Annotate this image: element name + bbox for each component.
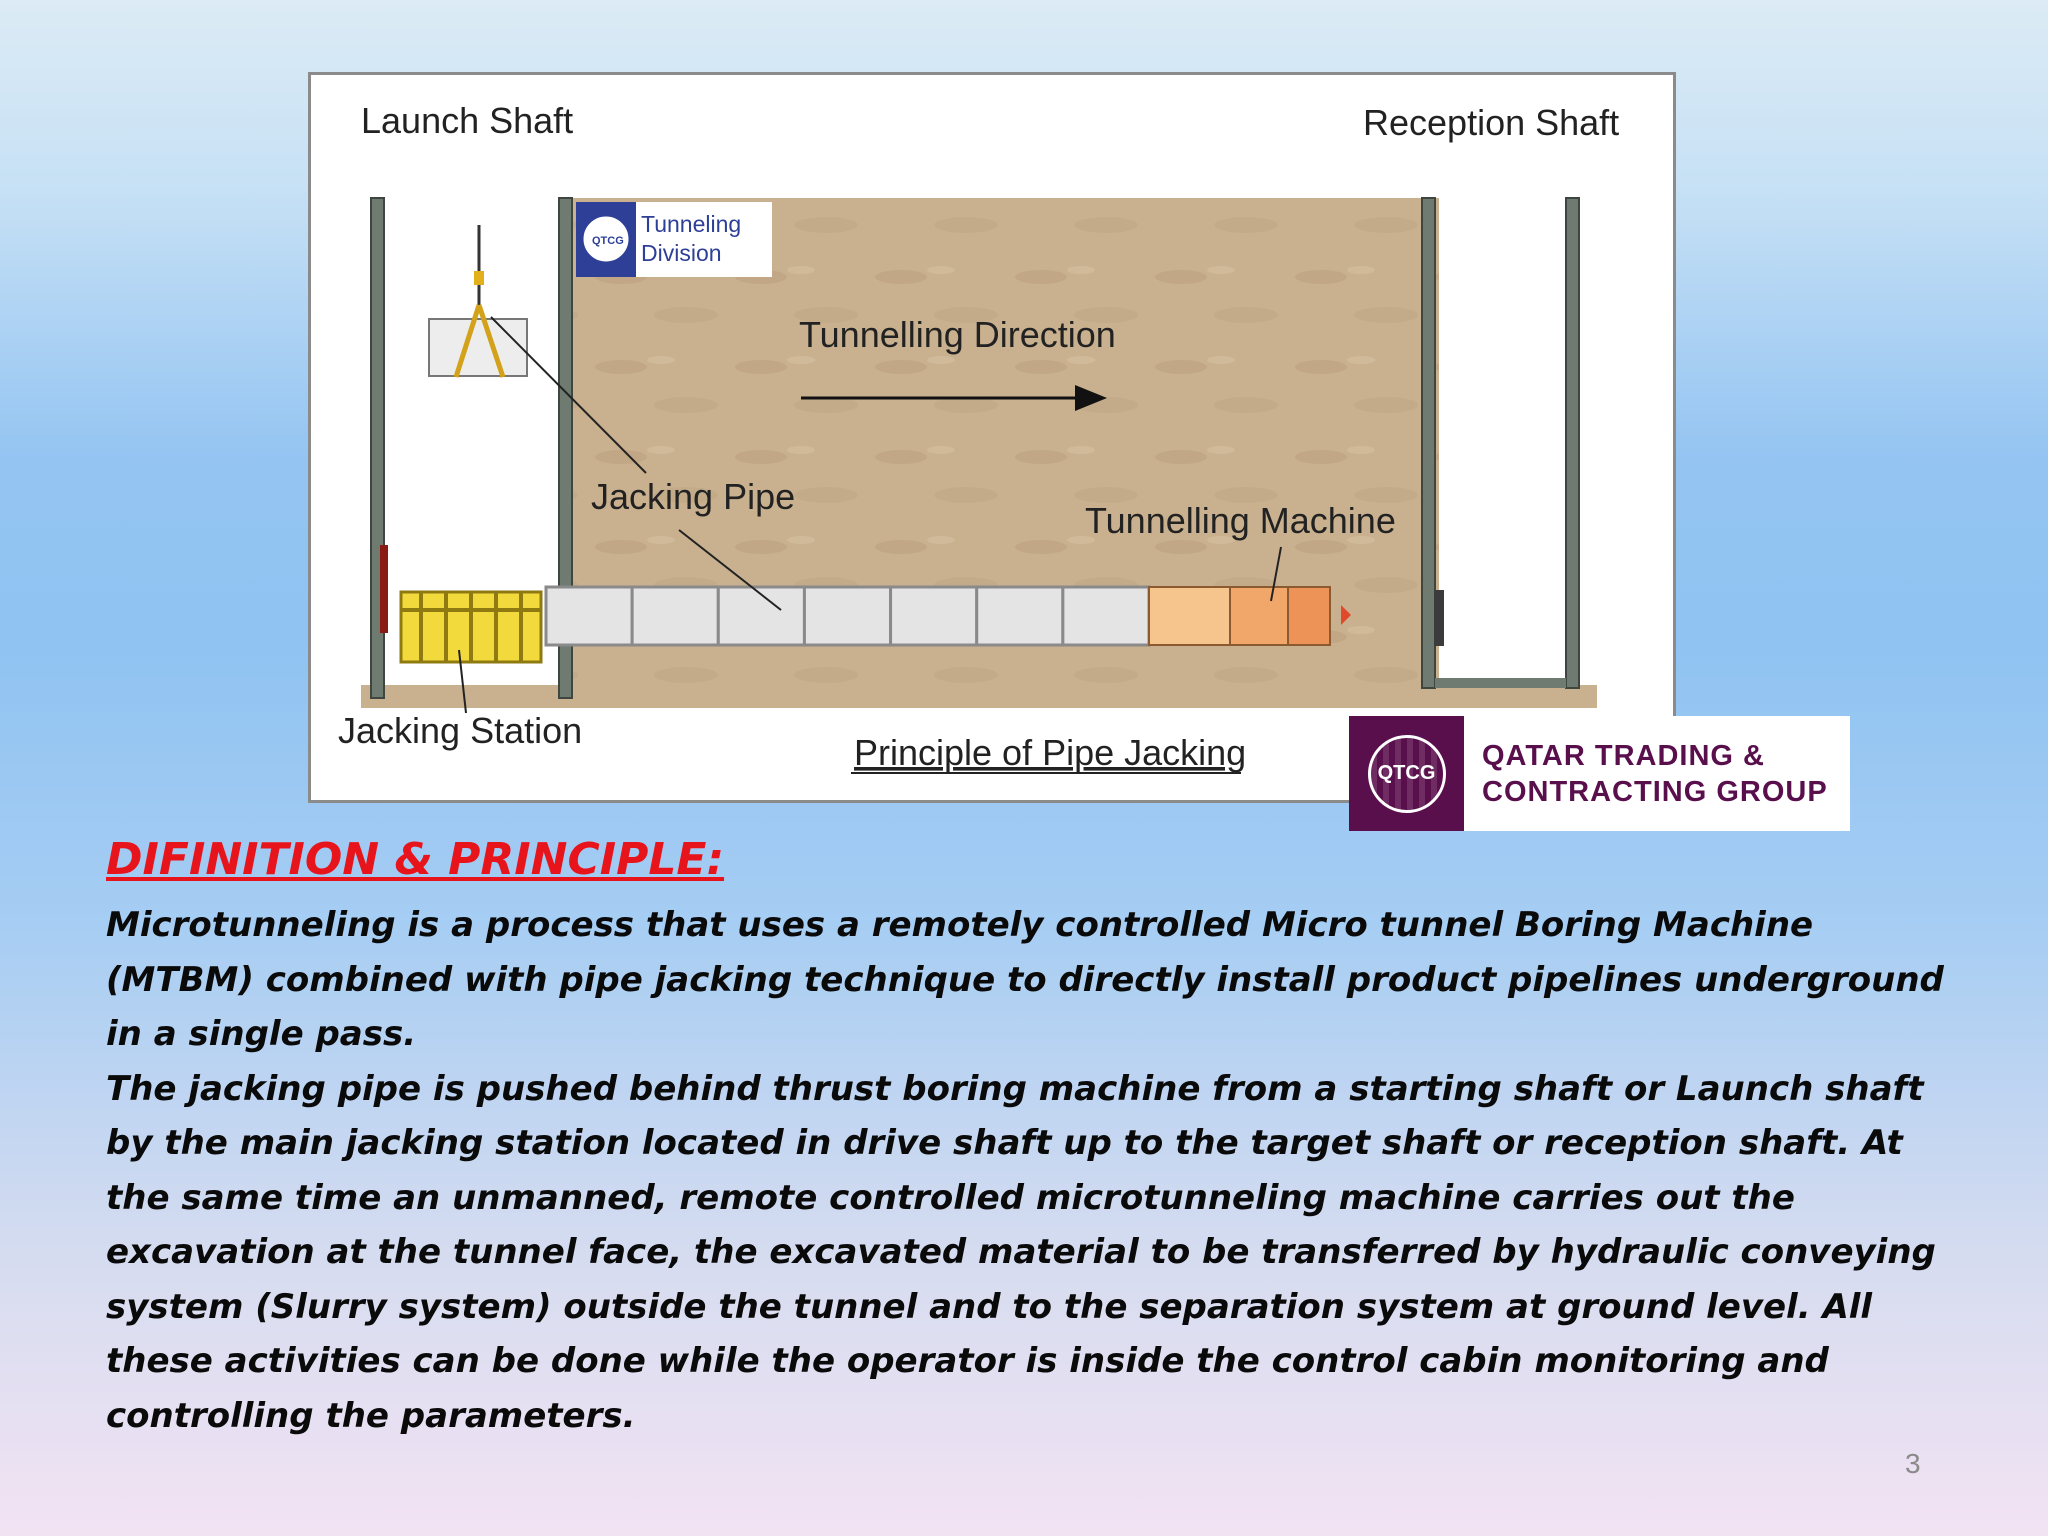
pipe-jacking-diagram: [308, 72, 1676, 803]
pipe-segment: [891, 587, 977, 645]
machine-segment: [1230, 587, 1288, 645]
diagram-canvas: [311, 75, 1673, 800]
paragraph-definition: Microtunneling is a process that uses a remotely controlled Micro tunnel Boring Machine (MTBM) combined with pipe jacking technique to directly install product pipelines underground in a single pass.: [106, 905, 1944, 1054]
label-tunnelling-machine: Tunnelling Machine: [1085, 500, 1396, 541]
paragraph-principle: The jacking pipe is pushed behind thrust boring machine from a starting shaft or Launch shaft by the main jacking station located in drive shaft up to the target shaft or reception shaft. At the same time an unmanned, remote controlled microtunneling machine carries out the excavation at the tunnel face, the excavated material to be transferred by hydraulic conveying system (Slurry system) outside the tunnel and to the separation system at ground level. All these activities can be done while the operator is inside the control cabin monitoring and controlling the parameters.: [106, 1068, 1936, 1436]
reception-shaft-right-wall: [1566, 198, 1579, 688]
qtcg-emblem-box: [1349, 716, 1464, 831]
division-badge-line1: Tunneling: [641, 211, 742, 237]
machine-segment: [1149, 587, 1230, 645]
label-reception-shaft: Reception Shaft: [1363, 102, 1620, 143]
jacking-pipe-string: [546, 587, 1149, 645]
reception-shaft-bottom: [1435, 678, 1566, 688]
pipe-segment: [632, 587, 718, 645]
crane-hook: [474, 271, 484, 285]
label-jacking-station: Jacking Station: [338, 710, 583, 751]
thrust-wall: [380, 545, 388, 633]
hanging-pipe: [429, 319, 527, 376]
label-tunnelling-direction: Tunnelling Direction: [799, 314, 1116, 355]
reception-shaft-left-wall: [1422, 198, 1435, 688]
machine-segment: [1288, 587, 1330, 645]
pipe-segment: [1063, 587, 1149, 645]
qtcg-logo: [1349, 716, 1850, 831]
label-jacking-pipe: Jacking Pipe: [591, 476, 796, 517]
pipe-segment: [804, 587, 890, 645]
company-name: [1482, 738, 1828, 810]
label-launch-shaft: Launch Shaft: [361, 100, 574, 141]
division-badge-emblem: QTCG: [592, 235, 624, 247]
section-heading: DIFINITION & PRINCIPLE:: [106, 834, 725, 885]
pipe-segment: [546, 587, 632, 645]
page-number: 3: [1905, 1448, 1921, 1479]
pipe-segment: [977, 587, 1063, 645]
division-badge-line2: Division: [641, 240, 722, 266]
tunnelling-machine-body: [1149, 587, 1330, 645]
reception-seal: [1434, 590, 1444, 646]
diagram-caption: Principle of Pipe Jacking: [854, 732, 1247, 773]
body-text: [106, 898, 1956, 1443]
company-name-line1: QATAR TRADING &: [1482, 739, 1765, 772]
company-name-line2: CONTRACTING GROUP: [1482, 775, 1828, 808]
globe-icon: QTCG: [1368, 735, 1446, 813]
